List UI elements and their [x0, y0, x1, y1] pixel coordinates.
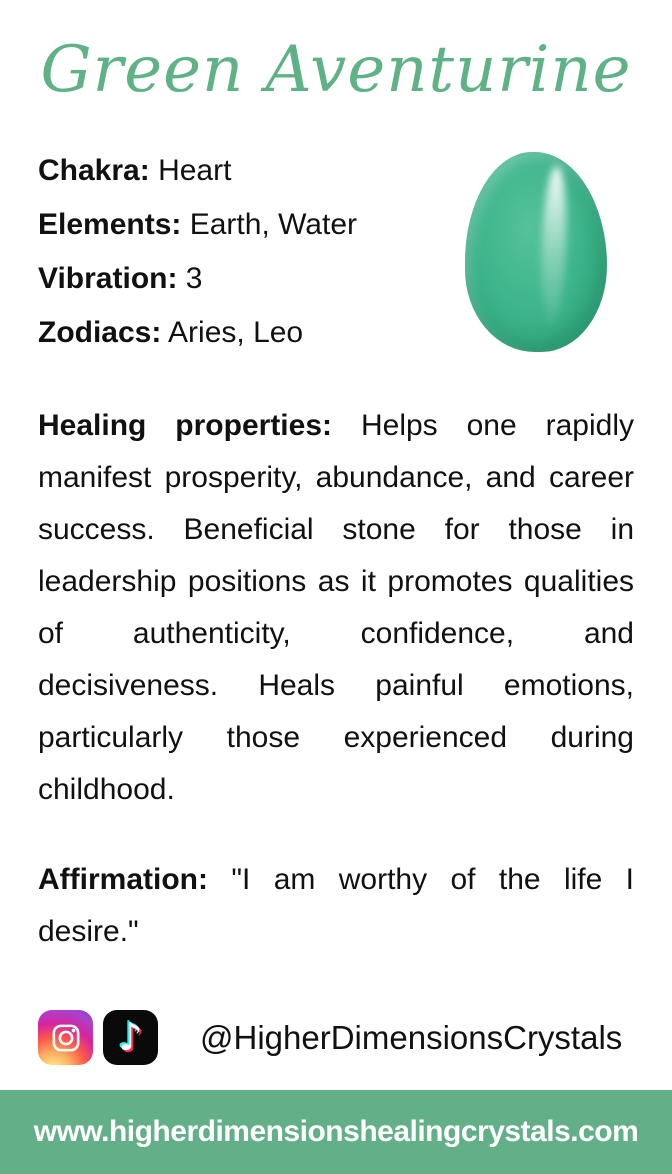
- healing-properties-text: Helps one rapidly manifest prosperity, abundance, and career success. Beneficial stone for those in leadership positions as it promotes qualities of authenticity, confidence, and decisiveness. Heals painful emotions, particularly those experienced during childhood.: [38, 409, 634, 806]
- green-aventurine-stone-image: [465, 152, 607, 352]
- affirmation-paragraph: [38, 854, 634, 958]
- property-row-vibration: [38, 252, 465, 306]
- footer-bar: [0, 1090, 672, 1174]
- properties-section: [38, 144, 634, 360]
- healing-properties-paragraph: [38, 400, 634, 816]
- property-label: Elements:: [38, 208, 182, 241]
- tiktok-icon[interactable]: [103, 1010, 158, 1065]
- stone-highlight: [539, 166, 569, 327]
- property-value: Earth, Water: [189, 208, 358, 241]
- instagram-icon[interactable]: [38, 1010, 93, 1065]
- property-value: 3: [185, 262, 203, 295]
- affirmation-label: Affirmation:: [38, 863, 208, 896]
- website-url: www.higherdimensionshealingcrystals.com: [33, 1115, 639, 1148]
- property-value: Heart: [158, 154, 232, 187]
- healing-properties-label: Healing properties:: [38, 409, 333, 442]
- property-value: Aries, Leo: [168, 316, 304, 349]
- property-row-elements: [38, 198, 465, 252]
- page-title: Green Aventurine: [40, 33, 632, 107]
- social-handle: @HigherDimensionsCrystals: [200, 1018, 623, 1056]
- property-row-chakra: [38, 144, 465, 198]
- property-label: Zodiacs:: [38, 316, 162, 349]
- properties-list: [38, 144, 465, 360]
- property-label: Chakra:: [38, 154, 150, 187]
- property-row-zodiacs: [38, 306, 465, 360]
- affirmation-text: "I am worthy of the life I desire.": [38, 863, 634, 948]
- music-note-glyph: ♪: [118, 1014, 143, 1059]
- social-row: [38, 1010, 634, 1065]
- property-label: Vibration:: [38, 262, 178, 295]
